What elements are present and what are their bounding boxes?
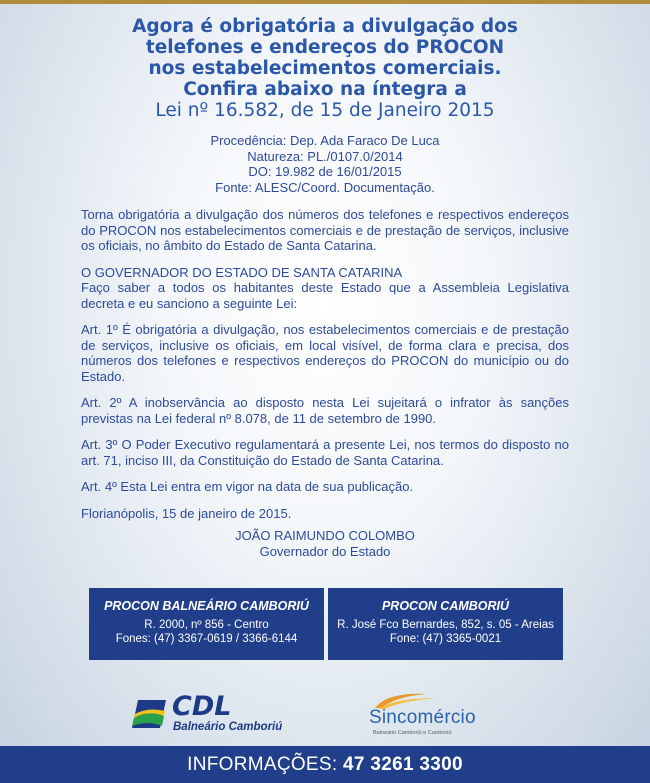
headline-line: nos estabelecimentos comerciais. (148, 58, 502, 79)
cdl-subtitle: Balneário Camboriú (173, 721, 283, 733)
headline-law-reference: Lei nº 16.582, de 15 de Janeiro 2015 (155, 100, 495, 121)
law-place-date: Florianópolis, 15 de janeiro de 2015. (81, 505, 292, 521)
meta-natureza: Natureza: PL./0107.0/2014 (247, 148, 403, 164)
footer-label: INFORMAÇÕES: (187, 754, 338, 775)
office-phone: Fone: (47) 3365-0021 (389, 633, 502, 645)
law-preamble-block (81, 265, 569, 312)
law-body (81, 207, 569, 532)
office-name: PROCON BALNEÁRIO CAMBORIÚ (104, 599, 309, 613)
headline (0, 16, 650, 121)
law-article-2: Art. 2º A inobservância ao disposto nesta Lei sujeitará o infrator às sanções previstas na Lei federal nº 8.078, de 11 de setembro de 1990. (81, 395, 569, 426)
meta-procedencia: Procedência: Dep. Ada Faraco De Luca (210, 133, 440, 148)
law-article-4: Art. 4º Esta Lei entra em vigor na data de sua publicação. (81, 479, 414, 494)
signature-name: JOÃO RAIMUNDO COLOMBO (235, 528, 415, 543)
procon-offices (89, 588, 563, 660)
cdl-name: CDL (172, 691, 232, 722)
meta-do: DO: 19.982 de 16/01/2015 (248, 164, 402, 179)
headline-line: Confira abaixo na íntegra a (183, 79, 467, 100)
office-address: R. 2000, nº 856 - Centro (144, 619, 269, 631)
signature-title: Governador do Estado (259, 543, 391, 559)
footer-phone: 47 3261 3300 (343, 754, 463, 775)
law-ementa: Torna obrigatória a divulgação dos números dos telefones e respectivos endereços do PROCON nos estabelecimentos comerciais e de prestação de serviços, inclusive os oficiais, no âmbito do Estado de Santa Catarina. (81, 207, 569, 253)
cdl-logo (132, 692, 292, 738)
sincomercio-logo (367, 690, 517, 740)
office-card (328, 588, 563, 660)
headline-line: Agora é obrigatória a divulgação dos (132, 16, 518, 37)
info-footer (0, 746, 650, 783)
office-phone: Fones: (47) 3367-0619 / 3366-6144 (115, 633, 298, 645)
office-card (89, 588, 324, 660)
sincomercio-name: Sincomércio (369, 707, 476, 728)
headline-line: telefones e endereços do PROCON (145, 37, 505, 58)
office-name: PROCON CAMBORIÚ (381, 599, 510, 613)
law-article-3: Art. 3º O Poder Executivo regulamentará a presente Lei, nos termos do disposto no art. 71, inciso III, da Constituição do Estado de Santa Catarina. (81, 437, 569, 468)
cdl-flag-icon (132, 696, 168, 732)
law-metadata (0, 133, 650, 195)
sincomercio-subtitle: Balneário Camboriú e Camboriú (373, 730, 452, 736)
governor-heading: O GOVERNADOR DO ESTADO DE SANTA CATARINA (81, 264, 403, 280)
top-accent-rule (0, 0, 650, 4)
office-address: R. José Fco Bernardes, 852, s. 05 - Areias (337, 619, 554, 631)
sponsor-logos (0, 690, 650, 742)
law-preamble: Faço saber a todos os habitantes deste Estado que a Assembleia Legislativa decreta e eu sanciono a seguinte Lei: (81, 280, 569, 311)
signature (0, 528, 650, 559)
meta-fonte: Fonte: ALESC/Coord. Documentação. (215, 179, 435, 195)
law-article-1: Art. 1º É obrigatória a divulgação, nos estabelecimentos comerciais e de prestação de serviços, inclusive os oficiais, em local visível, de forma clara e precisa, dos números dos telefones e respectivos endereços do PROCON do município ou do Estado. (81, 322, 569, 384)
